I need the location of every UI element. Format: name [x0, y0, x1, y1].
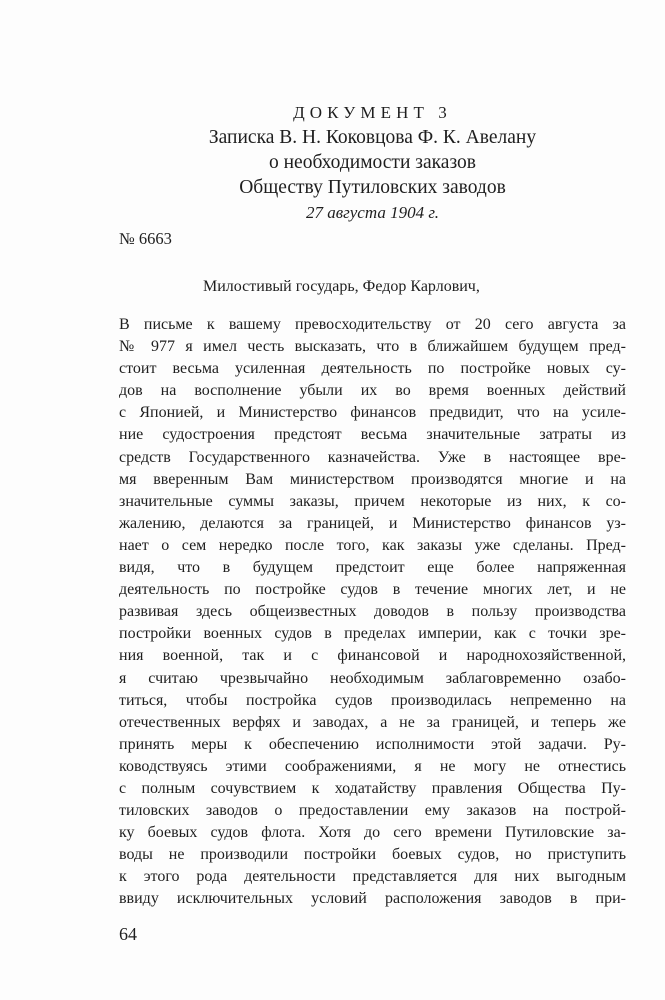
body-line: жалению, делаются за границей, и Министерство финансов уз- — [119, 514, 626, 532]
body-line: В письме к вашему превосходительству от 20 сего августа за — [119, 316, 626, 333]
body-line: ния военной, так и с финансовой и народнохозяйственной, — [119, 647, 626, 665]
body-line: ководствуясь этими соображениями, я не могу не отнестись — [119, 757, 626, 775]
body-line: тиловских заводов о предоставлении ему заказов на построй- — [119, 802, 626, 820]
body-line: ввиду исключительных условий расположения заводов в при- — [119, 890, 626, 908]
body-line: № 977 я имел честь высказать, что в ближайшем будущем пред- — [119, 338, 626, 356]
body-line: деятельность по постройке судов в течение многих лет, и не — [119, 581, 626, 599]
body-line: с полным сочувствием к ходатайству правления Общества Пу- — [119, 779, 626, 797]
document-heading — [119, 100, 626, 225]
body-line: принять меры к обеспечению исполнимости этой задачи. Ру- — [119, 735, 626, 753]
salutation: Милостивый государь, Федор Карлович, — [203, 278, 480, 295]
document-title-line-2: о необходимости заказов — [269, 152, 476, 173]
document-title-line-1: Записка В. Н. Коковцова Ф. К. Авелану — [208, 127, 537, 148]
body-line: значительные суммы заказы, причем некоторые из них, к со- — [119, 492, 626, 510]
body-line: видя, что в будущем предстоит еще более напряженная — [119, 559, 626, 577]
body-line: титься, чтобы постройка судов производилась непременно на — [119, 691, 626, 709]
body-line: постройки военных судов в пределах империи, как с точки зре- — [119, 625, 626, 643]
body-line: развивая здесь общеизвестных доводов в пользу производства — [119, 603, 626, 621]
document-body — [119, 314, 626, 911]
body-line: дов на восполнение убыли их во время военных действий — [119, 382, 626, 400]
document-label: ДОКУМЕНТ 3 — [293, 103, 452, 122]
body-line: стоит весьма усиленная деятельность по постройке новых су- — [119, 360, 626, 378]
body-line: отечественных верфях и заводах, а не за границей, и теперь же — [119, 713, 626, 731]
body-line: средств Государственного казначейства. Уже в настоящее вре- — [119, 448, 626, 466]
page-number: 64 — [119, 924, 137, 944]
document-date: 27 августа 1904 г. — [306, 203, 439, 222]
body-line: воды не производили постройки боевых судов, но приступить — [119, 846, 626, 864]
body-line: с Японией, и Министерство финансов предвидит, что на усиле- — [119, 404, 626, 422]
body-line: ние судостроения предстоят весьма значительные затраты из — [119, 426, 626, 444]
body-line: к этого рода деятельности представляется для них выгодным — [119, 868, 626, 886]
body-line: мя вверенным Вам министерством производятся многие и на — [119, 470, 626, 488]
document-number: № 6663 — [119, 229, 172, 248]
body-line: ку боевых судов флота. Хотя до сего времени Путиловские за- — [119, 824, 626, 842]
document-title-line-3: Обществу Путиловских заводов — [239, 177, 506, 198]
body-line: я считаю чрезвычайно необходимым заблаговременно озабо- — [119, 669, 626, 687]
body-line: нает о сем нередко после того, как заказы уже сделаны. Пред- — [119, 536, 626, 554]
